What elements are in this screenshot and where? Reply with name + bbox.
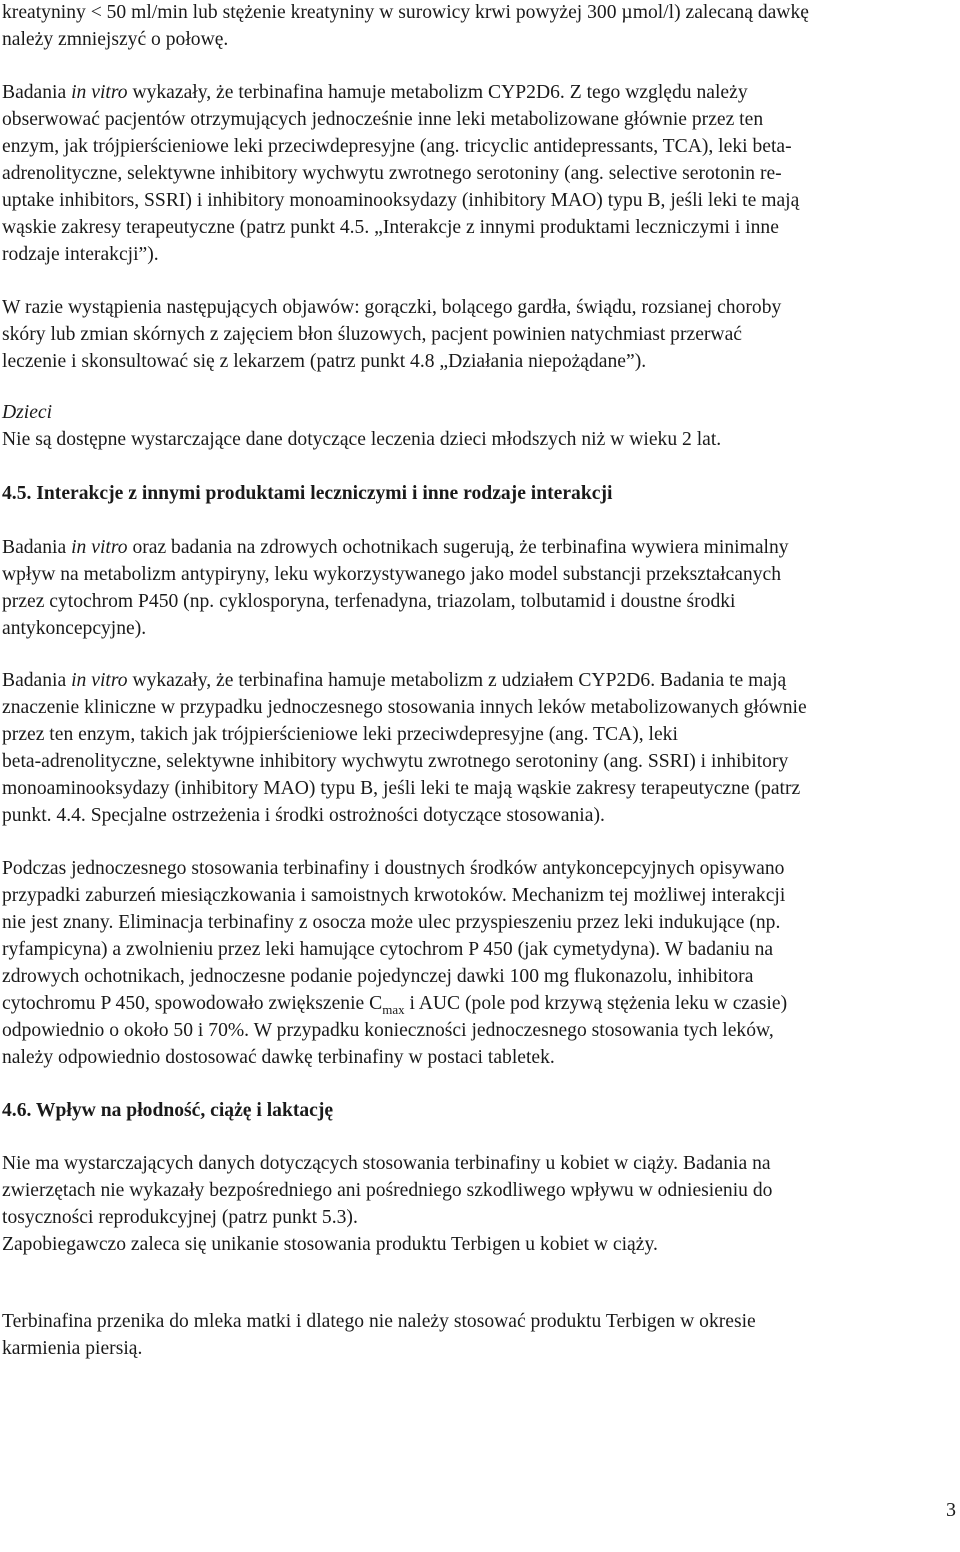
text-line: cytochromu P 450, spowodowało zwiększenie $C_{max}$ i AUC (pole pod krzywą stężenia leku w czasie) — [2, 993, 788, 1017]
section-heading: 4.5. Interakcje z innymi produktami leczniczymi i inne rodzaje interakcji — [2, 483, 613, 504]
text-line: skóry lub zmian skórnych z zajęciem błon śluzowych, pacjent powinien natychmiast przerwać — [2, 324, 742, 345]
text-line: przypadki zaburzeń miesiączkowania i samoistnych krwotoków. Mechanizm tej możliwej interakcji — [2, 885, 786, 906]
text-line: przez cytochrom P450 (np. cyklosporyna, terfenadyna, triazolam, tolbutamid i doustne środki — [2, 591, 736, 612]
text-line: Badania in vitro oraz badania na zdrowych ochotnikach sugerują, że terbinafina wywiera minimalny — [2, 537, 789, 558]
text-line: Badania in vitro wykazały, że terbinafina hamuje metabolizm z udziałem CYP2D6. Badania te mają — [2, 670, 787, 691]
text-line: zwierzętach nie wykazały bezpośredniego ani pośredniego szkodliwego wpływu w odniesieniu do — [2, 1180, 773, 1201]
text-line: tosyczności reprodukcyjnej (patrz punkt 5.3). — [2, 1207, 358, 1228]
subsection-title: Dzieci — [2, 402, 53, 423]
text-line: monoaminooksydazy (inhibitory MAO) typu B, jeśli leki te mają wąskie zakresy terapeutyczne (patrz — [2, 778, 801, 799]
text-line: Terbinafina przenika do mleka matki i dlatego nie należy stosować produktu Terbigen w okresie — [2, 1311, 756, 1332]
text-line: Zapobiegawczo zaleca się unikanie stosowania produktu Terbigen u kobiet w ciąży. — [2, 1234, 658, 1255]
text-line: ryfampicyna) a zwolnieniu przez leki hamujące cytochrom P 450 (jak cymetydyna). W badaniu na — [2, 939, 774, 960]
text-line: kreatyniny < 50 ml/min lub stężenie kreatyniny w surowicy krwi powyżej 300 µmol/l) zalecaną dawkę — [2, 2, 809, 23]
text-line: wąskie zakresy terapeutyczne (patrz punkt 4.5. „Interakcje z innymi produktami leczniczymi i inne — [2, 217, 779, 238]
text-line: zdrowych ochotnikach, jednoczesne podanie pojedynczej dawki 100 mg flukonazolu, inhibitora — [2, 966, 754, 987]
text-line: należy zmniejszyć o połowę. — [2, 29, 229, 50]
text-line: wpływ na metabolizm antypiryny, leku wykorzystywanego jako model substancji przekształcanych — [2, 564, 781, 585]
text-line: odpowiednio o około 50 i 70%. W przypadku konieczności jednoczesnego stosowania tych leków, — [2, 1020, 774, 1041]
text-line: obserwować pacjentów otrzymujących jednocześnie inne leki metabolizowane głównie przez ten — [2, 109, 764, 130]
text-line: Nie ma wystarczających danych dotyczących stosowania terbinafiny u kobiet w ciąży. Badania na — [2, 1153, 771, 1174]
text-line: Badania in vitro wykazały, że terbinafina hamuje metabolizm CYP2D6. Z tego względu należy — [2, 82, 748, 103]
text-line: antykoncepcyjne). — [2, 618, 147, 639]
text-line: uptake inhibitors, SSRI) i inhibitory monoaminooksydazy (inhibitory MAO) typu B, jeśli leki te mają — [2, 190, 800, 211]
text-line: leczenie i skonsultować się z lekarzem (patrz punkt 4.8 „Działania niepożądane”). — [2, 351, 647, 372]
text-line: znaczenie kliniczne w przypadku jednoczesnego stosowania innych leków metabolizowanych głównie — [2, 697, 807, 718]
section-heading: 4.6. Wpływ na płodność, ciążę i laktację — [2, 1100, 334, 1121]
text-line: W razie wystąpienia następujących objawów: gorączki, bolącego gardła, świądu, rozsianej choroby — [2, 297, 782, 318]
text-line: karmienia piersią. — [2, 1338, 143, 1359]
text-line: beta-adrenolityczne, selektywne inhibitory wychwytu zwrotnego serotoniny (ang. SSRI) i inhibitory — [2, 751, 789, 772]
text-line: należy odpowiednio dostosować dawkę terbinafiny w postaci tabletek. — [2, 1047, 555, 1068]
text-line: rodzaje interakcji”). — [2, 244, 159, 265]
text-line: adrenolityczne, selektywne inhibitory wychwytu zwrotnego serotoniny (ang. selective serotonin re- — [2, 163, 782, 184]
text-line: nie jest znany. Eliminacja terbinafiny z osocza może ulec przyspieszeniu przez leki indukujące (np. — [2, 912, 781, 933]
page-number: 3 — [946, 1499, 956, 1521]
text-line: przez ten enzym, takich jak trójpierścieniowe leki przeciwdepresyjne (ang. TCA), leki — [2, 724, 678, 745]
text-line: enzym, jak trójpierścieniowe leki przeciwdepresyjne (ang. tricyclic antidepressants, TCA), leki beta- — [2, 136, 792, 157]
text-line: Podczas jednoczesnego stosowania terbinafiny i doustnych środków antykoncepcyjnych opisywano — [2, 858, 785, 879]
text-line: punkt. 4.4. Specjalne ostrzeżenia i środki ostrożności dotyczące stosowania). — [2, 805, 605, 826]
text-line: Nie są dostępne wystarczające dane dotyczące leczenia dzieci młodszych niż w wieku 2 lat. — [2, 429, 722, 450]
